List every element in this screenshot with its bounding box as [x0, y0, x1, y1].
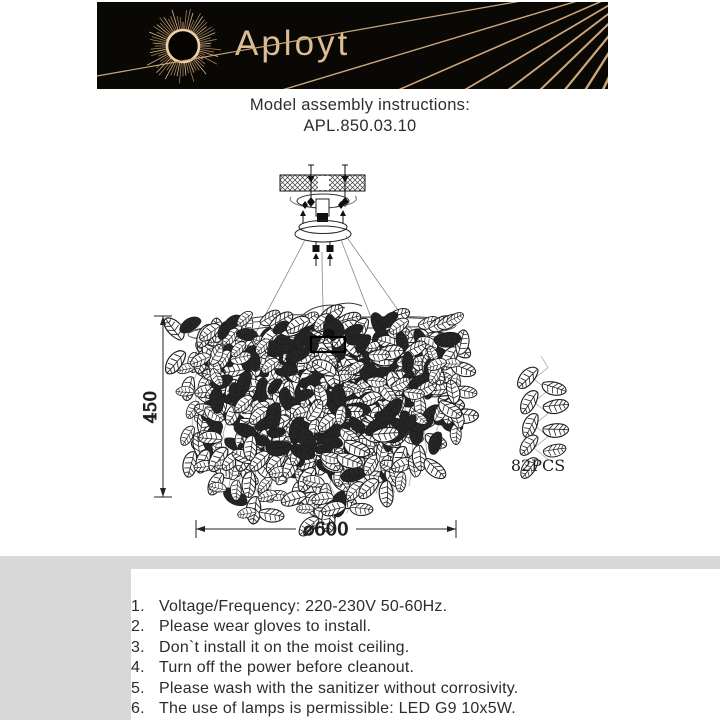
- list-item: [131, 617, 651, 637]
- item-text: Please wash with the sanitizer without corrosivity.: [159, 679, 519, 697]
- item-number: 4.: [131, 659, 145, 677]
- list-item: [131, 658, 651, 678]
- parts-count-label: 82PCS: [510, 456, 566, 475]
- item-number: 5.: [131, 679, 145, 697]
- item-number: 3.: [131, 638, 145, 656]
- instruction-list: [131, 597, 651, 719]
- chandelier-drawing: [160, 303, 480, 537]
- height-dimension-label: 450: [141, 390, 161, 424]
- list-item: [131, 638, 651, 658]
- item-text: The use of lamps is permissible: LED G9 10x5W.: [159, 700, 516, 718]
- item-text: Please wear gloves to install.: [159, 618, 372, 636]
- brand-logotype: Aployt: [235, 23, 351, 63]
- dimension-height: [141, 316, 172, 497]
- item-text: Voltage/Frequency: 220-230V 50-60Hz.: [159, 598, 448, 615]
- diameter-dimension-label: ⌀600: [303, 519, 349, 540]
- title-line-2: APL.850.03.10: [303, 117, 417, 135]
- title-line-1: Model assembly instructions:: [249, 96, 471, 114]
- list-item: [131, 597, 651, 617]
- dimension-diameter: [196, 519, 456, 540]
- list-item: [131, 699, 651, 719]
- item-text: Turn off the power before cleanout.: [159, 659, 415, 677]
- item-number: 2.: [131, 618, 145, 636]
- item-number: 1.: [131, 598, 145, 615]
- item-number: 6.: [131, 700, 145, 718]
- item-text: Don`t install it on the moist ceiling.: [159, 638, 410, 656]
- list-item: [131, 679, 651, 699]
